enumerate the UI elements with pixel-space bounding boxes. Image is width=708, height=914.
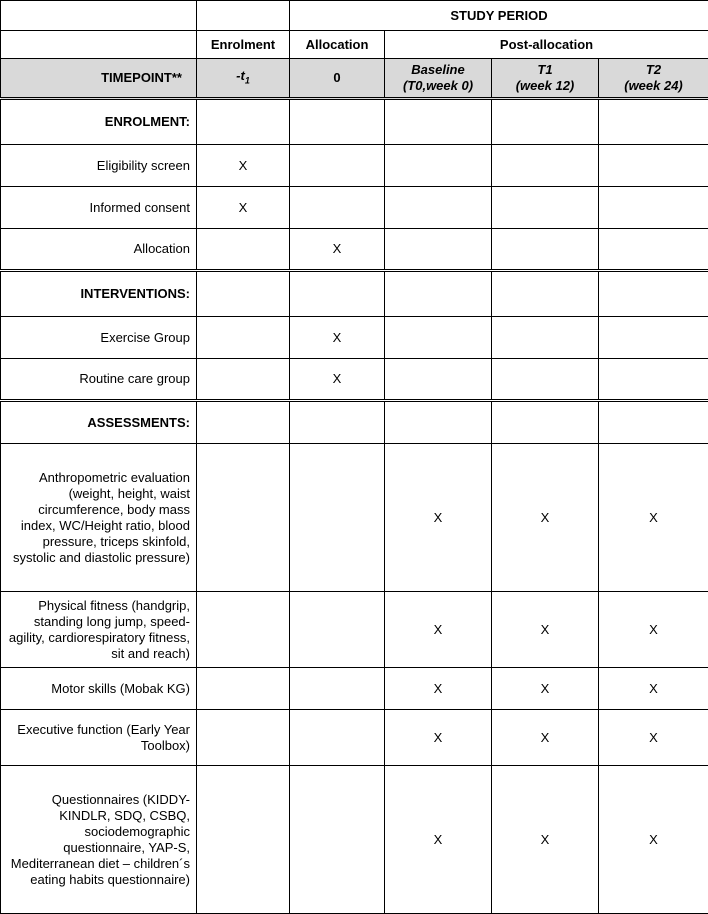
mark-allocation [290, 766, 385, 914]
row-label: Physical fitness (handgrip, standing long jump, speed-agility, cardiorespiratory fitness, sit and reach) [1, 592, 197, 668]
post-allocation-heading: Post-allocation [385, 31, 708, 59]
mark-baseline: X [385, 592, 492, 668]
mark-allocation [290, 710, 385, 766]
table-row [1, 710, 708, 766]
row-label: Exercise Group [1, 317, 197, 359]
enrolment-column-heading: Enrolment [197, 31, 290, 59]
mark-t1: X [492, 444, 599, 592]
timepoint-baseline-week: (T0,week 0) [389, 78, 487, 94]
row-label: Eligibility screen [1, 145, 197, 187]
row-label: Anthropometric evaluation (weight, height, waist circumference, body mass index, WC/Height ratio, blood pressure, triceps skinfold, systolic and diastolic pressure) [1, 444, 197, 592]
timepoint-row [1, 59, 708, 99]
timepoint-label: TIMEPOINT** [1, 59, 197, 99]
mark-enrolment [197, 317, 290, 359]
mark-allocation: X [290, 229, 385, 271]
mark-enrolment: X [197, 187, 290, 229]
mark-t1 [492, 317, 599, 359]
header-row-study-period [1, 1, 708, 31]
table-row [1, 444, 708, 592]
timepoint-baseline [385, 59, 492, 99]
mark-t1: X [492, 766, 599, 914]
mark-t2: X [599, 668, 708, 710]
mark-allocation: X [290, 359, 385, 401]
section-title-enrolment: ENROLMENT: [1, 99, 197, 145]
allocation-column-heading: Allocation [290, 31, 385, 59]
mark-allocation [290, 444, 385, 592]
timepoint-t2-title: T2 [603, 62, 704, 78]
mark-t1: X [492, 710, 599, 766]
mark-t2 [599, 187, 708, 229]
mark-enrolment [197, 444, 290, 592]
mark-baseline [385, 229, 492, 271]
row-label: Questionnaires (KIDDY-KINDLR, SDQ, CSBQ, sociodemographic questionnaire, YAP-S, Mediterranean diet – children´s eating habits questionnaire) [1, 766, 197, 914]
timepoint-t2-week: (week 24) [603, 78, 704, 94]
timepoint-enrolment-value: -t [236, 68, 245, 83]
row-label: Informed consent [1, 187, 197, 229]
section-row-interventions [1, 271, 708, 317]
table-row [1, 229, 708, 271]
section-row-enrolment [1, 99, 708, 145]
mark-enrolment [197, 592, 290, 668]
mark-baseline: X [385, 444, 492, 592]
mark-t2 [599, 317, 708, 359]
timepoint-t1-title: T1 [496, 62, 594, 78]
mark-allocation [290, 592, 385, 668]
mark-t2 [599, 359, 708, 401]
timepoint-t2 [599, 59, 708, 99]
row-label: Routine care group [1, 359, 197, 401]
timepoint-allocation: 0 [290, 59, 385, 99]
mark-t2: X [599, 766, 708, 914]
mark-allocation [290, 187, 385, 229]
mark-t1 [492, 359, 599, 401]
mark-baseline: X [385, 766, 492, 914]
row-label: Motor skills (Mobak KG) [1, 668, 197, 710]
mark-t2: X [599, 444, 708, 592]
mark-t1 [492, 229, 599, 271]
mark-enrolment [197, 710, 290, 766]
mark-baseline [385, 145, 492, 187]
mark-baseline [385, 317, 492, 359]
table-row [1, 359, 708, 401]
mark-t1: X [492, 668, 599, 710]
mark-t1 [492, 187, 599, 229]
mark-t2 [599, 229, 708, 271]
mark-baseline [385, 187, 492, 229]
mark-t1: X [492, 592, 599, 668]
mark-enrolment [197, 359, 290, 401]
mark-enrolment [197, 766, 290, 914]
mark-enrolment [197, 229, 290, 271]
table-row [1, 145, 708, 187]
mark-t2: X [599, 592, 708, 668]
timepoint-baseline-title: Baseline [389, 62, 487, 78]
mark-t1 [492, 145, 599, 187]
mark-baseline: X [385, 668, 492, 710]
mark-t2 [599, 145, 708, 187]
row-label: Executive function (Early Year Toolbox) [1, 710, 197, 766]
mark-enrolment: X [197, 145, 290, 187]
timepoint-enrolment [197, 59, 290, 99]
table-row [1, 766, 708, 914]
section-row-assessments [1, 401, 708, 444]
mark-baseline: X [385, 710, 492, 766]
mark-enrolment [197, 668, 290, 710]
timepoint-t1 [492, 59, 599, 99]
timepoint-enrolment-subscript: 1 [245, 75, 250, 85]
mark-t2: X [599, 710, 708, 766]
header-row-phases [1, 31, 708, 59]
table-row [1, 187, 708, 229]
section-title-interventions: INTERVENTIONS: [1, 271, 197, 317]
mark-allocation: X [290, 317, 385, 359]
table-row [1, 668, 708, 710]
table-row [1, 592, 708, 668]
section-title-assessments: ASSESSMENTS: [1, 401, 197, 444]
row-label: Allocation [1, 229, 197, 271]
mark-allocation [290, 668, 385, 710]
timepoint-t1-week: (week 12) [496, 78, 594, 94]
mark-allocation [290, 145, 385, 187]
study-period-heading: STUDY PERIOD [290, 1, 708, 31]
mark-baseline [385, 359, 492, 401]
table-row [1, 317, 708, 359]
